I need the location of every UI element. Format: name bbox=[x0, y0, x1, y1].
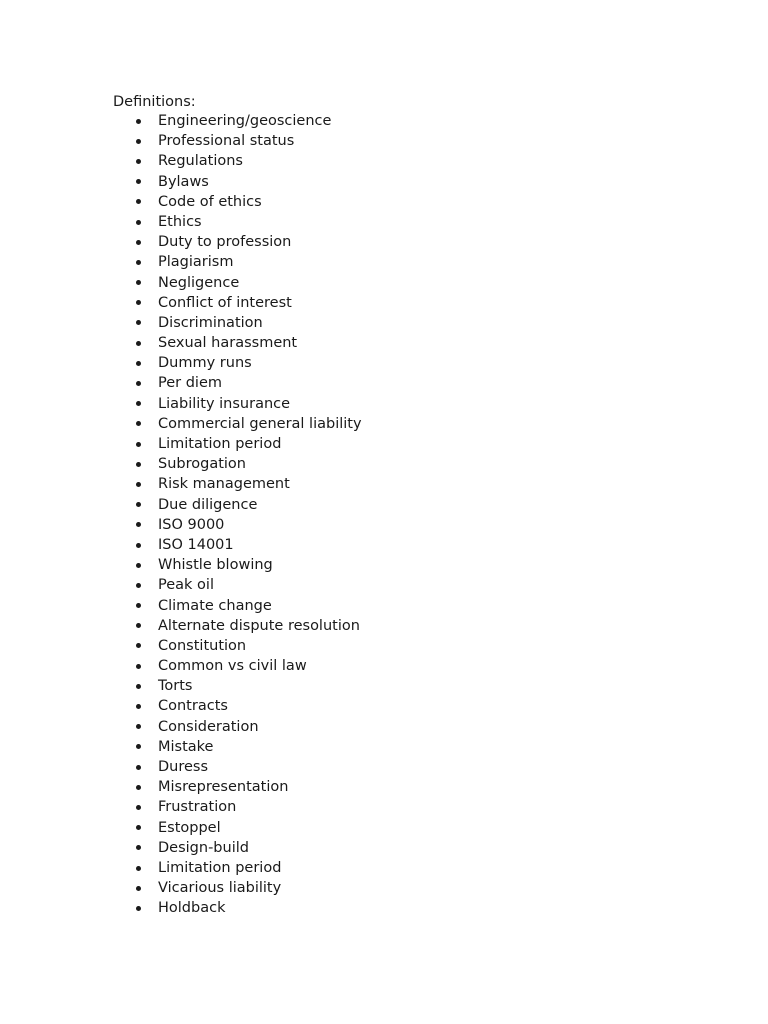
list-item bbox=[0, 131, 362, 151]
list-item-label: Climate change bbox=[158, 597, 272, 614]
list-item bbox=[0, 333, 362, 353]
bullet-icon bbox=[136, 623, 141, 628]
list-item-label: Risk management bbox=[158, 476, 290, 493]
bullet-icon bbox=[136, 765, 141, 770]
list-item-label: Limitation period bbox=[158, 859, 282, 876]
bullet-icon bbox=[136, 401, 141, 406]
bullet-icon bbox=[136, 906, 141, 911]
bullet-icon bbox=[136, 240, 141, 245]
bullet-icon bbox=[136, 381, 141, 386]
list-item-label: Bylaws bbox=[158, 173, 209, 190]
list-item bbox=[0, 737, 362, 757]
list-item-label: Whistle blowing bbox=[158, 557, 273, 574]
bullet-icon bbox=[136, 159, 141, 164]
bullet-icon bbox=[136, 199, 141, 204]
list-item bbox=[0, 192, 362, 212]
list-item-label: Torts bbox=[158, 678, 193, 695]
bullet-icon bbox=[136, 179, 141, 184]
list-item-label: Liability insurance bbox=[158, 395, 291, 412]
bullet-icon bbox=[136, 583, 141, 588]
list-item-label: Professional status bbox=[158, 133, 295, 150]
list-item-label: Mistake bbox=[158, 738, 214, 755]
list-item bbox=[0, 434, 362, 454]
list-item-label: Subrogation bbox=[158, 456, 246, 473]
list-item bbox=[0, 474, 362, 494]
list-item-label: Design-build bbox=[158, 839, 249, 856]
list-item bbox=[0, 878, 362, 898]
bullet-icon bbox=[136, 886, 141, 891]
list-item-label: Common vs civil law bbox=[158, 658, 307, 675]
list-item-label: Plagiarism bbox=[158, 254, 234, 271]
list-item-label: ISO 14001 bbox=[158, 536, 234, 553]
list-item-label: Limitation period bbox=[158, 436, 282, 452]
list-item bbox=[0, 414, 362, 434]
list-item bbox=[0, 454, 362, 474]
list-item-label: Regulations bbox=[158, 153, 243, 170]
list-item bbox=[0, 636, 362, 656]
list-item bbox=[0, 212, 362, 232]
list-item-label: Dummy runs bbox=[158, 355, 252, 372]
definitions-heading: Definitions: bbox=[113, 94, 196, 110]
bullet-icon bbox=[136, 421, 141, 426]
bullet-icon bbox=[136, 260, 141, 265]
list-item bbox=[0, 111, 362, 131]
list-item bbox=[0, 151, 362, 171]
list-item-label: Estoppel bbox=[158, 819, 221, 836]
bullet-icon bbox=[136, 543, 141, 548]
list-item bbox=[0, 293, 362, 313]
list-item bbox=[0, 858, 362, 878]
list-item bbox=[0, 172, 362, 192]
bullet-icon bbox=[136, 785, 141, 790]
list-item bbox=[0, 898, 362, 918]
list-item bbox=[0, 676, 362, 696]
list-item-label: Vicarious liability bbox=[158, 880, 282, 897]
list-item bbox=[0, 818, 362, 838]
bullet-icon bbox=[136, 220, 141, 225]
list-item-label: Discrimination bbox=[158, 314, 263, 331]
bullet-icon bbox=[136, 866, 141, 871]
bullet-icon bbox=[136, 845, 141, 850]
list-item bbox=[0, 777, 362, 797]
bullet-icon bbox=[136, 502, 141, 507]
bullet-icon bbox=[136, 744, 141, 749]
bullet-icon bbox=[136, 320, 141, 325]
list-item bbox=[0, 555, 362, 575]
bullet-icon bbox=[136, 805, 141, 810]
list-item-label: Duress bbox=[158, 759, 209, 775]
list-item-label: Per diem bbox=[158, 375, 222, 392]
bullet-icon bbox=[136, 825, 141, 830]
list-item-label: Holdback bbox=[158, 900, 226, 917]
list-item bbox=[0, 797, 362, 817]
list-item bbox=[0, 575, 362, 595]
bullet-icon bbox=[136, 684, 141, 689]
list-item bbox=[0, 757, 362, 777]
list-item-label: Engineering/geoscience bbox=[158, 113, 332, 129]
list-item-label: Sexual harassment bbox=[158, 335, 298, 352]
bullet-icon bbox=[136, 300, 141, 305]
list-item bbox=[0, 313, 362, 333]
list-item bbox=[0, 495, 362, 515]
list-item-label: Ethics bbox=[158, 213, 202, 230]
list-item bbox=[0, 515, 362, 535]
list-item bbox=[0, 353, 362, 373]
list-item bbox=[0, 656, 362, 676]
list-item bbox=[0, 273, 362, 293]
bullet-icon bbox=[136, 704, 141, 709]
bullet-icon bbox=[136, 482, 141, 487]
definitions-list bbox=[0, 111, 362, 919]
list-item bbox=[0, 232, 362, 252]
bullet-icon bbox=[136, 280, 141, 285]
list-item-label: Consideration bbox=[158, 718, 259, 735]
list-item-label: Alternate dispute resolution bbox=[158, 617, 360, 634]
list-item bbox=[0, 696, 362, 716]
bullet-icon bbox=[136, 462, 141, 467]
bullet-icon bbox=[136, 603, 141, 608]
list-item bbox=[0, 252, 362, 272]
bullet-icon bbox=[136, 643, 141, 648]
bullet-icon bbox=[136, 119, 141, 124]
list-item-label: Constitution bbox=[158, 637, 247, 654]
list-item bbox=[0, 596, 362, 616]
bullet-icon bbox=[136, 361, 141, 366]
bullet-icon bbox=[136, 522, 141, 527]
list-item bbox=[0, 394, 362, 414]
list-item-label: Misrepresentation bbox=[158, 779, 289, 796]
list-item-label: Commercial general liability bbox=[158, 415, 362, 432]
list-item-label: Peak oil bbox=[158, 577, 214, 594]
list-item-label: Duty to profession bbox=[158, 234, 292, 251]
bullet-icon bbox=[136, 664, 141, 669]
list-item-label: Contracts bbox=[158, 698, 228, 715]
list-item-label: ISO 9000 bbox=[158, 516, 225, 533]
list-item bbox=[0, 535, 362, 555]
list-item-label: Due diligence bbox=[158, 496, 258, 513]
bullet-icon bbox=[136, 563, 141, 568]
bullet-icon bbox=[136, 724, 141, 729]
list-item-label: Frustration bbox=[158, 799, 237, 816]
bullet-icon bbox=[136, 341, 141, 346]
list-item-label: Code of ethics bbox=[158, 193, 262, 210]
bullet-icon bbox=[136, 442, 141, 447]
list-item-label: Conflict of interest bbox=[158, 294, 292, 311]
list-item bbox=[0, 838, 362, 858]
bullet-icon bbox=[136, 139, 141, 144]
list-item bbox=[0, 373, 362, 393]
list-item bbox=[0, 616, 362, 636]
list-item bbox=[0, 717, 362, 737]
list-item-label: Negligence bbox=[158, 274, 240, 291]
